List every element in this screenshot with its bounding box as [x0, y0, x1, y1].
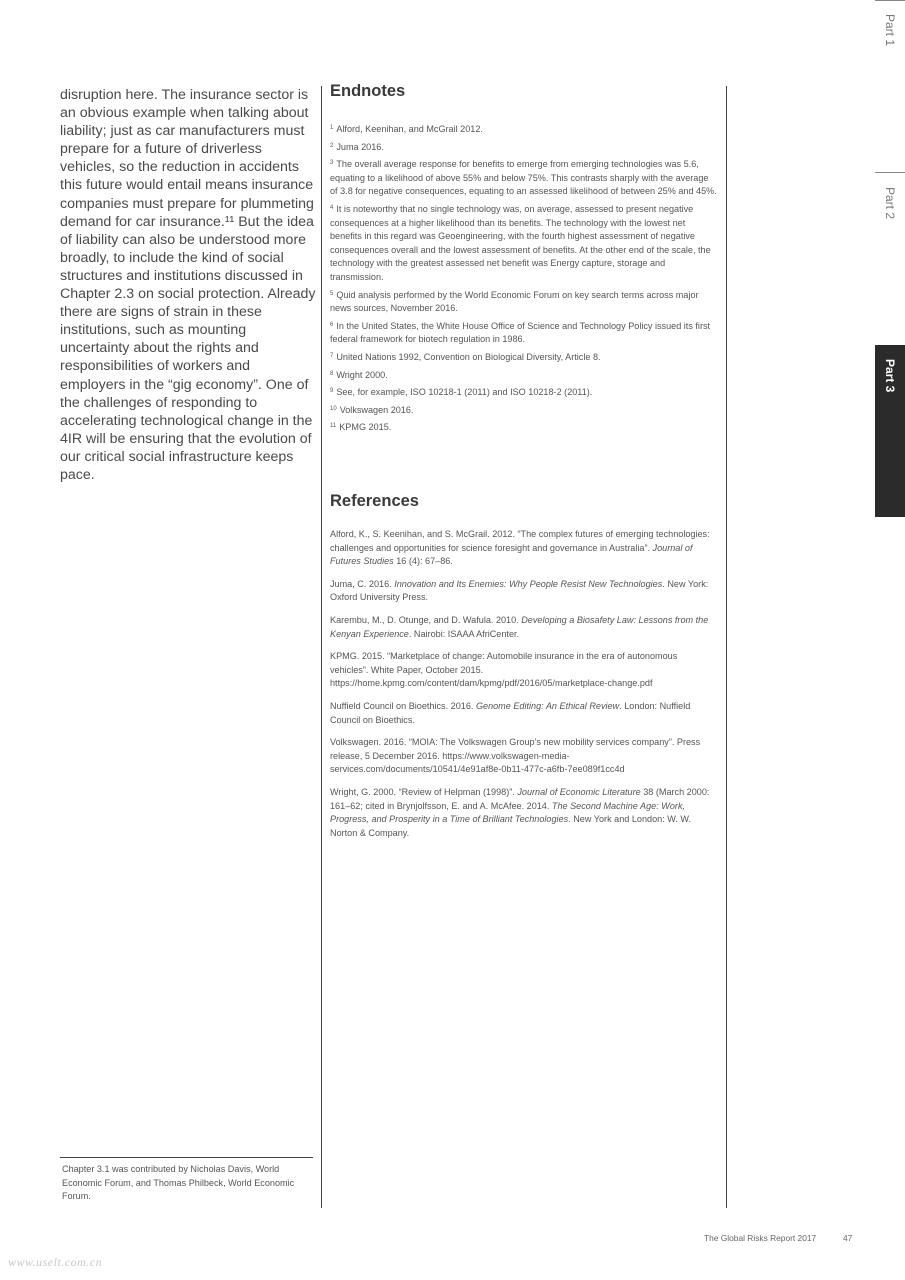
- reference-item: Juma, C. 2016. Innovation and Its Enemies: Why People Resist New Technologies. New York: Oxford University Press.: [330, 578, 709, 603]
- endnote-item: $^5$ Quid analysis performed by the World Economic Forum on key search terms across major news sources, November 2016.: [330, 289, 699, 314]
- endnote-item: $^{11}$ KPMG 2015.: [330, 422, 392, 433]
- footer-report-title: The Global Risks Report 2017: [704, 1233, 817, 1243]
- endnote-item: $^4$ It is noteworthy that no single technology was, on average, assessed to present negative consequences at a higher likelihood than its benefits. The technology with the lowest net benefits in this regard was Geoengineering, with the fourth highest assessment of negative consequences overall and the lowest assessment of benefits. At the other end of the scale, the technology with the greatest assessed net benefit was Energy capture, storage and transmission.: [330, 203, 711, 282]
- tab-part-2-label: Part 2: [883, 187, 897, 220]
- endnote-item: $^3$ The overall average response for benefits to emerge from emerging technologies was 5.6, equating to a likelihood of above 55% and below 75%. This contrasts sharply with the average of 3.8 for negative consequences, equating to an assessed likelihood of between 25% and 45%.: [330, 159, 717, 197]
- tab-part-1[interactable]: [875, 0, 905, 172]
- reference-item: Karembu, M., D. Otunge, and D. Wafula. 2010. Developing a Biosafety Law: Lessons from the Kenyan Experience. Nairobi: ISAAA AfriCenter.: [330, 614, 709, 639]
- reference-item: Alford, K., S. Keenihan, and S. McGrail. 2012. “The complex futures of emerging technologies: challenges and opportunities for science foresight and governance in Australia”. Journal of Futures Studies 16 (4): 67–86.: [330, 529, 710, 567]
- references-title: References: [330, 492, 419, 510]
- reference-item: Wright, G. 2000. “Review of Helpman (1998)”. Journal of Economic Literature 38 (March 2000: 161–62; cited in Brynjolfsson, E. and A. McAfee. 2014. The Second Machine Age: Work, Progress, and Prosperity in a Time of Brilliant Technologies. New York and London: W. W. Norton & Company.: [330, 786, 710, 838]
- notes-column: [330, 82, 718, 838]
- contribution-note: Chapter 3.1 was contributed by Nicholas Davis, World Economic Forum, and Thomas Philbeck, World Economic Forum.: [62, 1164, 295, 1202]
- references-list: [330, 528, 718, 849]
- reference-item: Volkswagen. 2016. “MOIA: The Volkswagen Group’s new mobility services company”. Press release, 5 December 2016. https://www.volkswagen-media-services.com/documents/10541/4e91af8e-0b11-477c-a6fb-7ee089f1cc4d: [330, 737, 701, 775]
- page-number: 47: [843, 1233, 853, 1243]
- footnote-rule: [60, 1157, 313, 1158]
- column-divider-left: [321, 86, 322, 1208]
- endnotes-list: [330, 122, 718, 435]
- column-divider-right: [726, 86, 727, 1208]
- watermark-text: www.uselt.com.cn: [8, 1255, 103, 1269]
- endnote-item: $^9$ See, for example, ISO 10218-1 (2011) and ISO 10218-2 (2011).: [330, 387, 593, 398]
- body-text-column: [60, 86, 316, 484]
- endnote-item: $^6$ In the United States, the White House Office of Science and Technology Policy issued its first federal framework for biotech regulation in 1986.: [330, 320, 711, 345]
- endnotes-title: Endnotes: [330, 82, 406, 100]
- tab-part-2[interactable]: [875, 173, 905, 345]
- reference-item: KPMG. 2015. “Marketplace of change: Automobile insurance in the era of autonomous vehicles”. White Paper, October 2015. https://home.kpmg.com/content/dam/kpmg/pdf/2016/05/marketplace-change.pdf: [330, 651, 678, 689]
- tab-part-1-label: Part 1: [883, 14, 897, 47]
- endnote-item: $^2$ Juma 2016.: [330, 141, 384, 152]
- reference-item: Nuffield Council on Bioethics. 2016. Genome Editing: An Ethical Review. London: Nuffield Council on Bioethics.: [330, 700, 691, 725]
- endnote-item: $^8$ Wright 2000.: [330, 369, 388, 380]
- endnote-item: $^7$ United Nations 1992, Convention on Biological Diversity, Article 8.: [330, 351, 601, 362]
- tab-part-3-label: Part 3: [883, 359, 897, 393]
- body-paragraph: disruption here. The insurance sector is an obvious example when talking about liability; just as car manufacturers must prepare for a future of driverless vehicles, so the reduction in accidents this future would entail means insurance companies must prepare for plummeting demand for car insurance.¹¹ But the idea of liability can also be understood more broadly, to include the kind of social structures and institutions discussed in Chapter 2.3 on social protection. Already there are signs of strain in these institutions, such as mounting uncertainty about the rights and responsibilities of workers and employers in the “gig economy”. One of the challenges of responding to accelerating technological change in the 4IR will be ensuring that the evolution of our critical social infrastructure keeps pace.: [60, 87, 316, 483]
- endnote-item: $^1$ Alford, Keenihan, and McGrail 2012.: [330, 124, 483, 134]
- endnote-item: $^{10}$ Volkswagen 2016.: [330, 404, 414, 415]
- tab-part-3[interactable]: [875, 345, 905, 517]
